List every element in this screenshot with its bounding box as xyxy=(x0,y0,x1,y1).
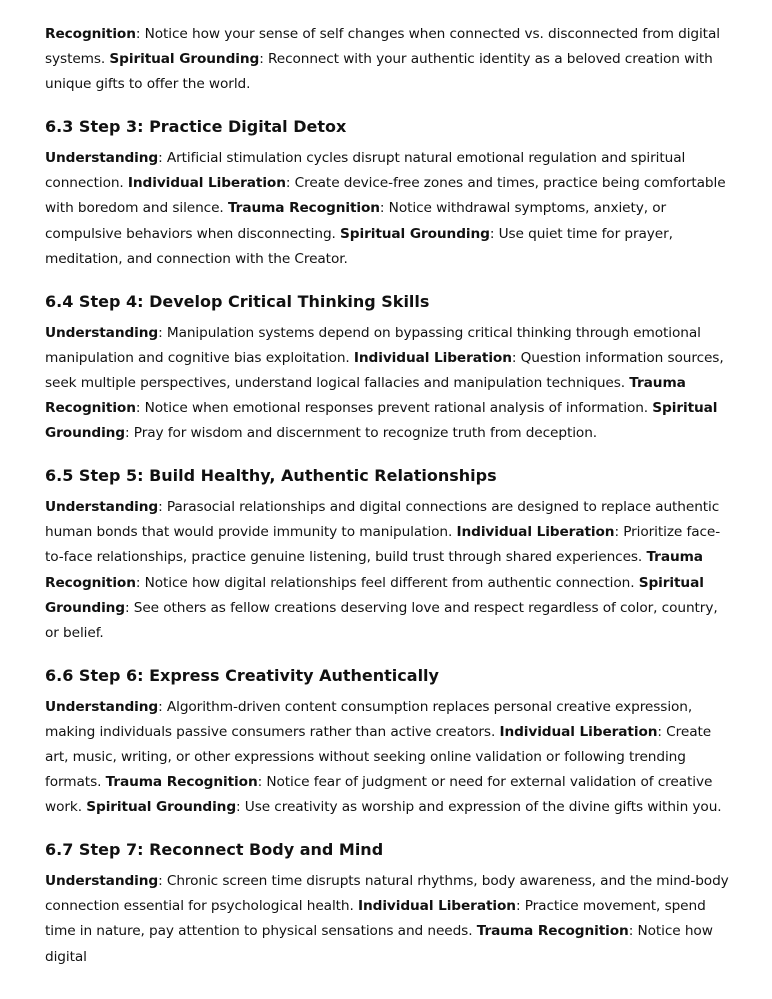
section-heading: 6.5 Step 5: Build Healthy, Authentic Relationships xyxy=(45,466,497,486)
term-text: : Use creativity as worship and expression of the divine gifts within you. xyxy=(236,799,722,816)
term-label: Trauma Recognition xyxy=(45,374,686,417)
term-label: Individual Liberation xyxy=(499,723,658,740)
term-text: : Notice fear of judgment or need for external validation of creative work. xyxy=(45,774,713,816)
term-label: Understanding xyxy=(45,499,159,516)
term-text: : Notice how digital relationships feel different from authentic connection. xyxy=(135,574,639,591)
term-text: : Pray for wisdom and discernment to recognize truth from deception. xyxy=(125,425,598,442)
term-label: Spiritual Grounding xyxy=(109,51,260,68)
term-label: Trauma Recognition xyxy=(476,923,629,940)
term-label: Understanding xyxy=(45,324,159,341)
section-heading: 6.7 Step 7: Reconnect Body and Mind xyxy=(45,840,384,860)
term-label: Individual Liberation xyxy=(358,898,516,915)
term-text: : Notice withdrawal symptoms, anxiety, or compulsive behaviors when disconnecting. xyxy=(45,200,667,242)
term-label: Understanding xyxy=(45,698,159,715)
term-text: : Create art, music, writing, or other expressions without seeking online validation or following trending formats. xyxy=(45,723,712,791)
term-text: : Reconnect with your authentic identity as a beloved creation with unique gifts to offer the world. xyxy=(45,51,713,93)
term-label: Spiritual Grounding xyxy=(45,574,704,616)
section-heading: 6.3 Step 3: Practice Digital Detox xyxy=(45,117,347,137)
term-text: : Use quiet time for prayer, meditation, and connection with the Creator. xyxy=(45,225,673,267)
section-heading: 6.6 Step 6: Express Creativity Authentically xyxy=(45,665,439,685)
term-text: : See others as fellow creations deserving love and respect regardless of color, country, or belief. xyxy=(45,599,718,641)
term-label: Understanding xyxy=(45,150,159,167)
term-text: : Practice movement, spend time in nature, pay attention to physical sensations and needs. xyxy=(45,898,706,940)
section-paragraph xyxy=(45,495,732,646)
section-paragraph xyxy=(45,869,732,969)
term-text: : Parasocial relationships and digital connections are designed to replace authentic human bonds that would provide immunity to manipulation. xyxy=(45,499,720,541)
term-label: Trauma Recognition xyxy=(227,200,380,217)
term-label: Individual Liberation xyxy=(353,349,512,366)
section-paragraph xyxy=(45,321,732,446)
term-label: Recognition xyxy=(45,26,136,42)
term-text: : Notice how your sense of self changes when connected vs. disconnected from digital systems. xyxy=(45,26,720,68)
term-label: Trauma Recognition xyxy=(105,774,258,791)
term-label: Spiritual Grounding xyxy=(86,799,237,816)
term-text: : Manipulation systems depend on bypassing critical thinking through emotional manipulation and cognitive bias exploitation. xyxy=(45,324,701,366)
term-label: Individual Liberation xyxy=(456,524,615,541)
intro-paragraph xyxy=(45,22,732,97)
term-text: : Notice how digital xyxy=(45,923,713,965)
term-label: Spiritual Grounding xyxy=(340,225,490,242)
term-text: : Create device-free zones and times, practice being comfortable with boredom and silence. xyxy=(45,175,726,217)
term-text: : Notice when emotional responses prevent rational analysis of information. xyxy=(135,400,653,417)
term-text: : Algorithm-driven content consumption replaces personal creative expression, making individuals passive consumers rather than active creators. xyxy=(45,698,693,740)
term-label: Trauma Recognition xyxy=(45,549,703,591)
section-paragraph xyxy=(45,695,732,820)
section-paragraph xyxy=(45,146,732,271)
term-text: : Question information sources, seek multiple perspectives, understand logical fallacies and manipulation techniques. xyxy=(45,349,724,391)
section-heading: 6.4 Step 4: Develop Critical Thinking Skills xyxy=(45,291,430,311)
term-label: Individual Liberation xyxy=(127,175,286,192)
term-text: : Artificial stimulation cycles disrupt natural emotional regulation and spiritual connection. xyxy=(45,150,686,192)
term-label: Spiritual Grounding xyxy=(45,400,718,442)
term-text: : Chronic screen time disrupts natural rhythms, body awareness, and the mind-body connection essential for psychological health. xyxy=(45,873,729,915)
term-label: Understanding xyxy=(45,873,159,890)
term-text: : Prioritize face-to-face relationships, practice genuine listening, build trust through shared experiences. xyxy=(45,524,721,566)
